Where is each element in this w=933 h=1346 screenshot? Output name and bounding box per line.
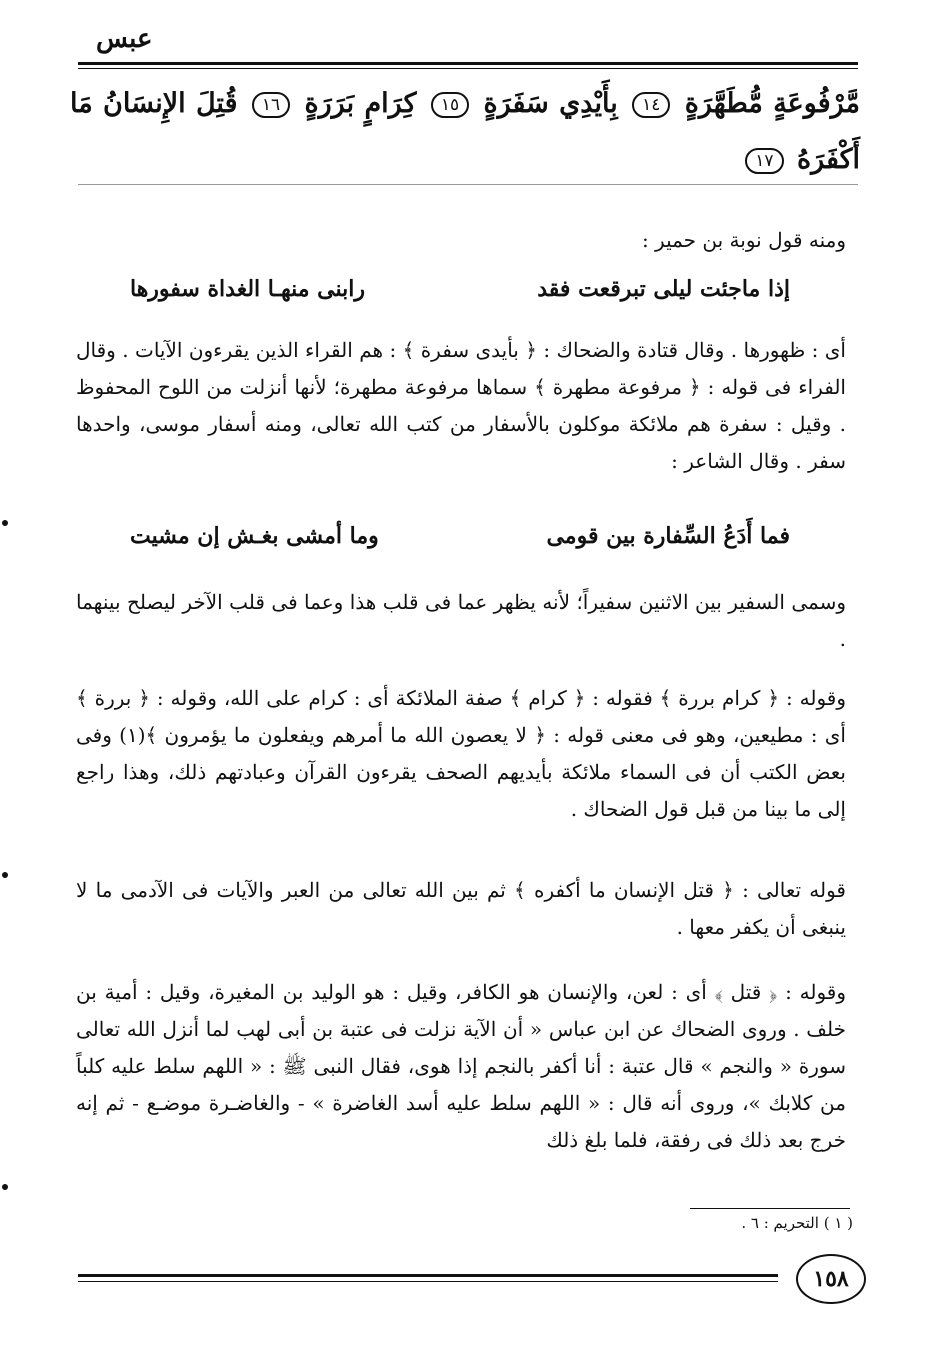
verse-separator (78, 184, 858, 185)
ayah-marker: ١٤ (632, 92, 670, 118)
verse-part: كِرَامٍ بَرَرَةٍ (304, 88, 417, 119)
footnote-rule (690, 1208, 850, 1209)
poem-line (130, 276, 790, 302)
paragraph: قوله تعالى : ﴿ قتل الإنسان ما أكفره ﴾ ثم بين الله تعالى من العبر والآيات فى الآدمى ما لا ينبغى أن يكفر معها . (76, 878, 846, 939)
verse-part: قُتِلَ الإِنسَانُ مَا أَكْفَرَهُ (70, 88, 860, 175)
scan-edge-mark (2, 872, 8, 878)
poem-line (130, 523, 790, 549)
footnote: ( ١ ) التحريم : ٦ . (741, 1214, 853, 1232)
ayah-marker: ١٦ (252, 92, 290, 118)
scan-edge-mark (2, 520, 8, 526)
poem-hemistich-right: فما أَدَعُ السِّفارة بين قومى (546, 523, 790, 549)
paragraph: وقوله : ﴿ كرام بررة ﴾ فقوله : ﴿ كرام ﴾ صفة الملائكة أى : كرام على الله، وقوله : ﴿ بررة ﴾ أى : مطيعين، وهو فى معنى قوله : ﴿ لا يعصون الله ما أمرهم ويفعلون ما يؤمرون ﴾(١) وفى بعض الكتب أن فى السماء ملائكة بأيديهم الصحف يقرءون القرآن وعبادتهم ذلك، وهذا راجع إلى ما بينا من قبل قول الضحاك . (76, 686, 846, 821)
paragraph: وقوله : ﴿ قتل ﴾ أى : لعن، والإنسان هو الكافر، وقيل : هو الوليد بن المغيرة، وقيل : أمية بن خلف . وروى الضحاك عن ابن عباس « أن الآية نزلت فى عتبة بن أبى لهب لما أنزل الله تعالى سورة « والنجم » قال عتبة : أنا أكفر بالنجم إذا هوى، فقال النبى ﷺ : « اللهم سلط عليه كلباً من كلابك »، وروى أنه قال : « اللهم سلط عليه أسد الغاضرة » - والغاضـرة موضـع - ثم إنه خرج بعد ذلك فى رفقة، فلما بلغ ذلك (76, 980, 846, 1152)
footer-rule-thick (78, 1274, 778, 1277)
scan-edge-mark (2, 1184, 8, 1190)
quran-verse-block (70, 76, 860, 188)
poem-hemistich-left: وما أمشى بغـش إن مشيت (130, 523, 379, 549)
verse-part: مَّرْفُوعَةٍ مُّطَهَّرَةٍ (684, 88, 861, 119)
footer-rule-thin (78, 1281, 778, 1282)
surah-title: عبس (96, 24, 153, 54)
ayah-marker: ١٥ (431, 92, 469, 118)
header-rule-thin (78, 68, 858, 69)
header-rule-thick (78, 62, 858, 65)
verse-part: بِأَيْدِي سَفَرَةٍ (483, 88, 618, 119)
page-number: ١٥٨ (796, 1254, 866, 1304)
paragraph: وسمى السفير بين الاثنين سفيراً؛ لأنه يظهر عما فى قلب هذا وعما فى قلب الآخر ليصلح بينهما . (76, 590, 846, 651)
paragraph: ومنه قول نوبة بن حمير : (641, 228, 846, 252)
ayah-marker: ١٧ (745, 148, 783, 174)
poem-hemistich-left: رابنى منهـا الغداة سفورها (130, 276, 365, 302)
paragraph: أى : ظهورها . وقال قتادة والضحاك : ﴿ بأيدى سفرة ﴾ : هم القراء الذين يقرءون الآيات . وقال الفراء فى قوله : ﴿ مرفوعة مطهرة ﴾ سماها مرفوعة مطهرة؛ لأنها أنزلت من اللوح المحفوظ . وقيل : سفرة هم ملائكة موكلون بالأسفار من كتب الله تعالى، ومنه أسفار موسى، واحدها سفر . وقال الشاعر : (76, 338, 846, 473)
poem-hemistich-right: إذا ماجئت ليلى تبرقعت فقد (537, 276, 790, 302)
